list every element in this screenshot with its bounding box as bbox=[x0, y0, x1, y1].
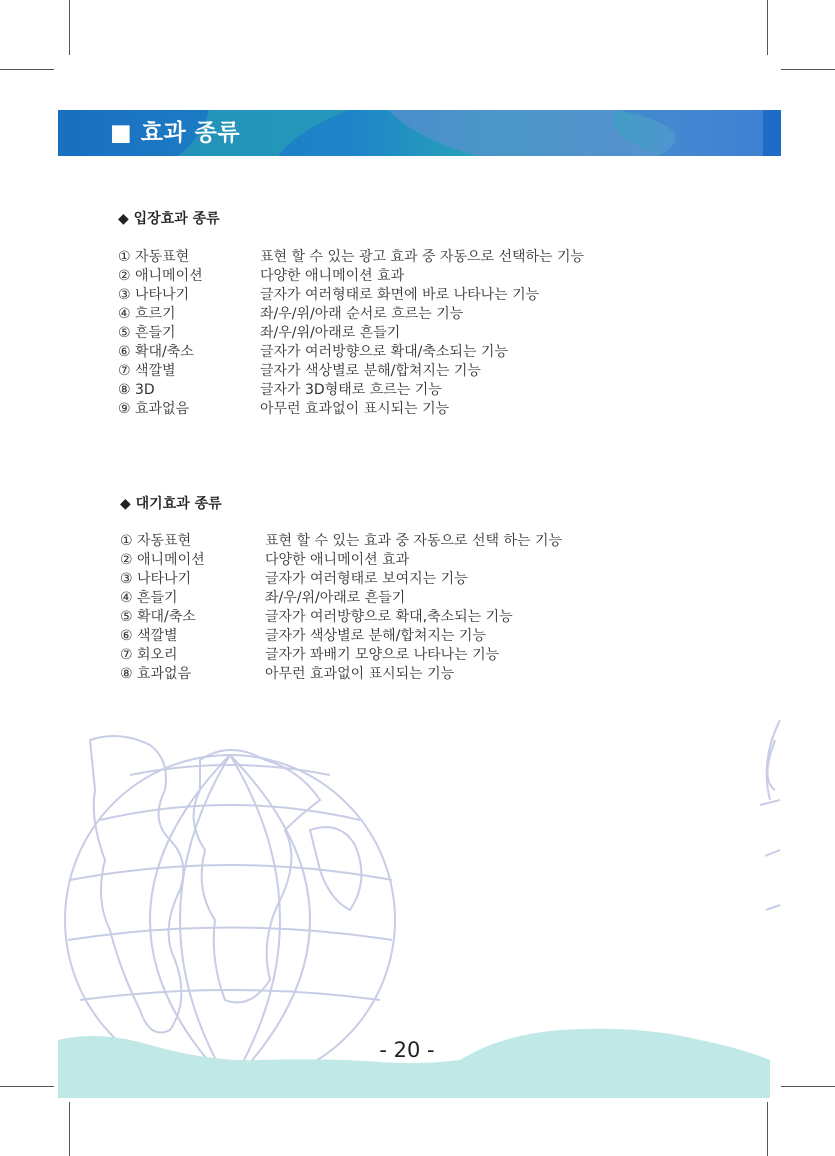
list-item bbox=[118, 267, 678, 286]
effect-name: ⑦ 색깔별 bbox=[118, 363, 176, 379]
effect-name: ② 애니메이션 bbox=[118, 268, 203, 284]
effect-description: 글자가 색상별로 분해/합쳐지는 기능 bbox=[265, 628, 486, 644]
list-item bbox=[120, 532, 680, 551]
effect-name: ⑥ 색깔별 bbox=[120, 628, 178, 644]
effect-description: 글자가 여러방향으로 확대/축소되는 기능 bbox=[260, 344, 508, 360]
list-item bbox=[118, 400, 678, 419]
effect-description: 좌/우/위/아래로 흔들기 bbox=[260, 325, 401, 341]
list-item bbox=[120, 627, 680, 646]
page-number: - 20 - bbox=[379, 1038, 435, 1062]
effect-description: 글자가 여러형태로 보여지는 기능 bbox=[265, 571, 468, 587]
list-item bbox=[120, 608, 680, 627]
effect-description: 아무런 효과없이 표시되는 기능 bbox=[265, 666, 455, 682]
effect-name: ② 애니메이션 bbox=[120, 552, 205, 568]
effect-name: ⑨ 효과없음 bbox=[118, 401, 190, 417]
list-item bbox=[118, 362, 678, 381]
waiting-effects-list bbox=[120, 532, 680, 684]
effect-description: 좌/우/위/아래 순서로 흐르는 기능 bbox=[260, 306, 464, 322]
effect-description: 글자가 3D형태로 흐르는 기능 bbox=[260, 382, 442, 398]
effect-description: 글자가 여러형태로 화면에 바로 나타나는 기능 bbox=[260, 287, 540, 303]
effect-name: ⑤ 흔들기 bbox=[118, 325, 176, 341]
effect-description: 표현 할 수 있는 효과 중 자동으로 선택 하는 기능 bbox=[265, 533, 563, 549]
entrance-effects-list bbox=[118, 248, 678, 419]
list-item bbox=[118, 324, 678, 343]
effect-description: 글자가 꽈배기 모양으로 나타나는 기능 bbox=[265, 647, 500, 663]
effect-name: ④ 흐르기 bbox=[118, 306, 176, 322]
list-item bbox=[118, 286, 678, 305]
effect-description: 다양한 애니메이션 효과 bbox=[260, 268, 405, 284]
effect-description: 다양한 애니메이션 효과 bbox=[265, 552, 410, 568]
effect-name: ⑤ 확대/축소 bbox=[120, 609, 196, 625]
page-title: ■ 효과 종류 bbox=[110, 120, 241, 146]
effect-name: ① 자동표현 bbox=[118, 249, 190, 265]
effect-description: 아무런 효과없이 표시되는 기능 bbox=[260, 401, 450, 417]
effect-name: ⑥ 확대/축소 bbox=[118, 344, 194, 360]
list-item bbox=[120, 665, 680, 684]
effect-name: ⑦ 회오리 bbox=[120, 647, 178, 663]
effect-description: 글자가 색상별로 분해/합쳐지는 기능 bbox=[260, 363, 481, 379]
list-item bbox=[120, 570, 680, 589]
effect-name: ③ 나타나기 bbox=[118, 287, 190, 303]
list-item bbox=[118, 381, 678, 400]
list-item bbox=[120, 646, 680, 665]
effect-name: ④ 흔들기 bbox=[120, 590, 178, 606]
effect-description: 표현 할 수 있는 광고 효과 중 자동으로 선택하는 기능 bbox=[260, 249, 585, 265]
list-item bbox=[120, 589, 680, 608]
list-item bbox=[120, 551, 680, 570]
effect-name: ① 자동표현 bbox=[120, 533, 192, 549]
list-item bbox=[118, 343, 678, 362]
waiting-effects-title: ◆ 대기효과 종류 bbox=[120, 496, 222, 512]
entrance-effects-title: ◆ 입장효과 종류 bbox=[118, 211, 220, 227]
effect-description: 글자가 여러방향으로 확대,축소되는 기능 bbox=[265, 609, 513, 625]
effect-name: ③ 나타나기 bbox=[120, 571, 192, 587]
effect-name: ⑧ 효과없음 bbox=[120, 666, 192, 682]
list-item bbox=[118, 305, 678, 324]
effect-name: ⑧ 3D bbox=[118, 382, 155, 398]
list-item bbox=[118, 248, 678, 267]
effect-description: 좌/우/위/아래로 흔들기 bbox=[265, 590, 406, 606]
